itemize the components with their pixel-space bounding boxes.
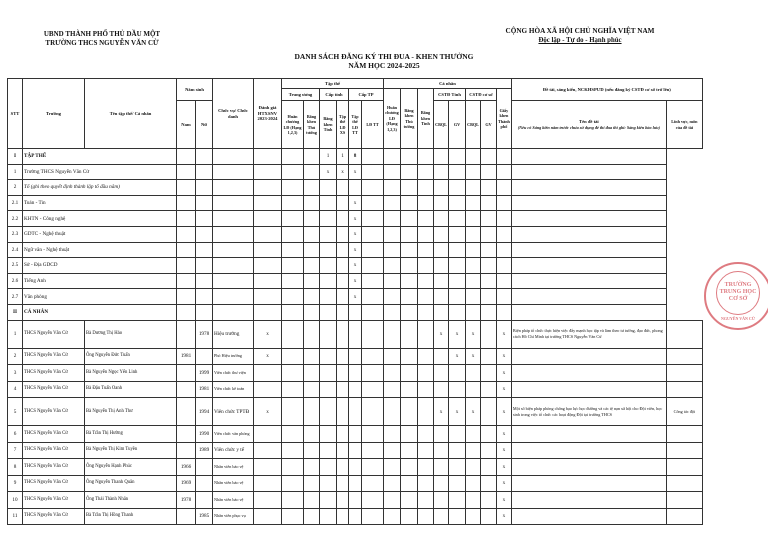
row-name: Trường THCS Nguyễn Văn Cừ xyxy=(23,164,177,180)
cell: 3 xyxy=(8,365,23,382)
cell xyxy=(254,442,282,459)
cell: x xyxy=(497,398,512,426)
cell: Viên chức văn phòng xyxy=(213,426,254,443)
cell: Bà Nguyễn Ngọc Yến Linh xyxy=(85,365,177,382)
cell: Một số biện pháp phòng chống bạo lực học đường và các tệ nạn xã hội cho Đội viên, học sinh trong việc tổ chức các hoạt động Đội tại trường THCS xyxy=(511,398,666,426)
cell xyxy=(666,442,702,459)
cell xyxy=(466,365,481,382)
section-tapthe-row xyxy=(8,149,703,165)
cell: THCS Nguyễn Văn Cừ xyxy=(23,398,85,426)
cell xyxy=(177,365,196,382)
seal-text: TRUNG HỌC xyxy=(719,289,757,295)
group-row xyxy=(8,258,703,274)
col-truong: Trường xyxy=(23,79,85,149)
cell xyxy=(511,459,666,476)
col-bktt-cn: Bằng khen Thủ tướng xyxy=(401,89,418,149)
row-stt: 2.5 xyxy=(8,258,23,274)
row-name: KHTN - Công nghệ xyxy=(23,211,177,227)
row-stt: 2.4 xyxy=(8,242,23,258)
cell: x xyxy=(449,348,466,365)
cell: Ông Nguyễn Hạnh Phúc xyxy=(85,459,177,476)
col-captp: Cấp TP xyxy=(349,89,384,101)
mark: x xyxy=(337,164,349,180)
col-gv-c: GV xyxy=(481,101,497,149)
cell: 1 xyxy=(8,320,23,348)
col-trunguong: Trung ương xyxy=(282,89,320,101)
cell: x xyxy=(449,398,466,426)
col-huanchuong-cn: Huân chương LĐ (Hạng 1,2,3) xyxy=(384,89,401,149)
cell: 5 xyxy=(8,398,23,426)
cell: x xyxy=(497,508,512,525)
agency-line2: TRƯỜNG THCS NGUYỄN VĂN CỪ xyxy=(45,39,159,47)
cell xyxy=(177,398,196,426)
col-cstdcoso: CSTĐ cơ sở xyxy=(466,89,497,101)
title-line1: DANH SÁCH ĐĂNG KÝ THI ĐUA - KHEN THƯỞNG xyxy=(294,52,474,61)
cell: 1981 xyxy=(196,381,213,398)
cell xyxy=(666,492,702,509)
count-c: 8 xyxy=(349,149,362,165)
seal-text: CƠ SỞ xyxy=(728,296,748,302)
document-title xyxy=(0,52,768,70)
cell: x xyxy=(497,459,512,476)
row-name: Toán - Tin xyxy=(23,195,177,211)
cell: 6 xyxy=(8,426,23,443)
cell: Phó Hiệu trưởng xyxy=(213,348,254,365)
col-bkt: Bằng khen Tỉnh xyxy=(320,101,337,149)
col-tendetai-label: Tên đề tài xyxy=(579,119,599,125)
cell: Bà Dương Thị Hảo xyxy=(85,320,177,348)
national-header xyxy=(480,27,680,45)
row-stt: 2.3 xyxy=(8,226,23,242)
cell xyxy=(434,426,449,443)
cell xyxy=(511,426,666,443)
mark: x xyxy=(349,242,362,258)
cell: x xyxy=(497,320,512,348)
person-row xyxy=(8,459,703,476)
section-label: TẬP THỂ xyxy=(23,149,177,165)
cell xyxy=(449,492,466,509)
cell xyxy=(196,475,213,492)
person-row xyxy=(8,508,703,525)
cell xyxy=(666,365,702,382)
cell xyxy=(449,426,466,443)
cell xyxy=(434,381,449,398)
cell: x xyxy=(497,348,512,365)
cell: THCS Nguyễn Văn Cừ xyxy=(23,381,85,398)
cell xyxy=(177,381,196,398)
row-name: Văn phòng xyxy=(23,289,177,305)
person-row xyxy=(8,492,703,509)
cell: THCS Nguyễn Văn Cừ xyxy=(23,348,85,365)
cell xyxy=(434,459,449,476)
cell xyxy=(511,365,666,382)
cell: Nhân viên bảo vệ xyxy=(213,459,254,476)
row-name: Tiếng Anh xyxy=(23,273,177,289)
cell: Viên chức y tế xyxy=(213,442,254,459)
col-ten: Tên tập thể/ Cá nhân xyxy=(85,79,177,149)
person-row xyxy=(8,381,703,398)
cell: 11 xyxy=(8,508,23,525)
cell: Ông Thái Thành Nhân xyxy=(85,492,177,509)
cell: Ông Nguyễn Đức Tuấn xyxy=(85,348,177,365)
cell xyxy=(177,442,196,459)
cell xyxy=(449,459,466,476)
person-row xyxy=(8,365,703,382)
col-namsinh: Năm sinh xyxy=(177,79,213,101)
cell xyxy=(177,320,196,348)
agency-line1: UBND THÀNH PHỐ THỦ DẦU MỘT xyxy=(43,30,161,38)
cell: Bà Đậu Tuấn Oanh xyxy=(85,381,177,398)
col-tendetai-note: (Nếu có Sáng kiến năm trước chưa sử dụng để thi đua thì ghi: Sáng kiến bảo lưu) xyxy=(517,124,660,130)
row-name: Tổ (ghi theo quyết định thành lập tổ đầu năm) xyxy=(23,180,177,196)
cell: x xyxy=(497,442,512,459)
col-detai: Đề tài, sáng kiến, NCKHSPƯD (nếu đăng ký CSTĐ cơ sở trở lên) xyxy=(511,79,702,101)
col-bktt: Bằng khen Thủ tướng xyxy=(304,101,320,149)
cell xyxy=(511,381,666,398)
mark: x xyxy=(320,164,337,180)
cell: 1978 xyxy=(177,492,196,509)
cell xyxy=(434,492,449,509)
persons-body xyxy=(8,320,703,525)
cell xyxy=(449,508,466,525)
col-tapxs: Tập thể LĐ XS xyxy=(337,101,349,149)
cell xyxy=(666,381,702,398)
cell: 1990 xyxy=(196,426,213,443)
cell xyxy=(449,475,466,492)
cell: Ông Nguyễn Thanh Quân xyxy=(85,475,177,492)
row-name: Ngữ văn - Nghệ thuật xyxy=(23,242,177,258)
cell xyxy=(666,508,702,525)
person-row xyxy=(8,475,703,492)
col-huanchuong: Huân chương LĐ (Hạng 1,2,3) xyxy=(282,101,304,149)
award-table xyxy=(7,78,703,525)
cell: 1994 xyxy=(196,398,213,426)
cell: THCS Nguyễn Văn Cừ xyxy=(23,320,85,348)
col-linhvuc: Lĩnh vực, môn của đề tài xyxy=(666,101,702,149)
cell: Viên chức kế toán xyxy=(213,381,254,398)
col-nu: Nữ xyxy=(196,101,213,149)
mark: x xyxy=(349,164,362,180)
row-stt: 1 xyxy=(8,164,23,180)
cell: 2 xyxy=(8,348,23,365)
cell: THCS Nguyễn Văn Cừ xyxy=(23,442,85,459)
table-row xyxy=(8,180,703,196)
section-label: CÁ NHÂN xyxy=(23,304,177,320)
mark: x xyxy=(349,273,362,289)
cell: x xyxy=(466,398,481,426)
col-cstdtinh: CSTĐ Tỉnh xyxy=(434,89,466,101)
person-row xyxy=(8,348,703,365)
cell xyxy=(466,426,481,443)
cell: x xyxy=(254,398,282,426)
cell: x xyxy=(497,492,512,509)
cell xyxy=(254,459,282,476)
cell xyxy=(434,508,449,525)
person-row xyxy=(8,442,703,459)
cell xyxy=(466,475,481,492)
cell: THCS Nguyễn Văn Cừ xyxy=(23,426,85,443)
cell: Bà Trần Thị Hồng Thanh xyxy=(85,508,177,525)
cell: 8 xyxy=(8,459,23,476)
cell: x xyxy=(254,348,282,365)
seal-text: NGUYỄN VĂN CỪ xyxy=(721,315,755,321)
cell xyxy=(254,365,282,382)
cell: Hiệu trưởng xyxy=(213,320,254,348)
person-row xyxy=(8,426,703,443)
col-taphe: Tập thể xyxy=(282,79,384,89)
group-row xyxy=(8,289,703,305)
cell: 1985 xyxy=(196,508,213,525)
row-name: GDTC - Nghệ thuật xyxy=(23,226,177,242)
cell xyxy=(196,348,213,365)
cell xyxy=(666,320,702,348)
cell xyxy=(449,381,466,398)
cell: Nhân viên bảo vệ xyxy=(213,492,254,509)
cell xyxy=(449,365,466,382)
row-stt: 2.1 xyxy=(8,195,23,211)
row-name: Sử - Địa GDCD xyxy=(23,258,177,274)
seal-inner xyxy=(716,271,760,315)
cell: x xyxy=(466,348,481,365)
cell: x xyxy=(449,320,466,348)
col-danhgia: Đánh giá HTXSNV 2023-2024 xyxy=(254,79,282,149)
cell xyxy=(666,426,702,443)
cell: Nhân viên phục vụ xyxy=(213,508,254,525)
agency-header xyxy=(42,30,162,48)
cell: 7 xyxy=(8,442,23,459)
cell: 1966 xyxy=(177,459,196,476)
mark: x xyxy=(349,226,362,242)
section-stt: I xyxy=(8,149,23,165)
cell: 1981 xyxy=(177,348,196,365)
cell: x xyxy=(497,426,512,443)
cell: x xyxy=(466,320,481,348)
cell xyxy=(254,426,282,443)
cell: 1989 xyxy=(196,442,213,459)
section-canhan-row xyxy=(8,304,703,320)
cell xyxy=(466,442,481,459)
group-row xyxy=(8,195,703,211)
group-row xyxy=(8,211,703,227)
national-motto: Độc lập - Tự do - Hạnh phúc xyxy=(538,37,622,44)
table-row xyxy=(8,164,703,180)
cell xyxy=(434,475,449,492)
col-giaykhen: Giấy khen Thành phố xyxy=(497,89,512,149)
cell: 9 xyxy=(8,475,23,492)
mark: x xyxy=(349,289,362,305)
cell: 1969 xyxy=(177,475,196,492)
cell xyxy=(254,475,282,492)
cell xyxy=(466,508,481,525)
count-b: 1 xyxy=(337,149,349,165)
col-bkt-cn: Bằng khen Tỉnh xyxy=(418,89,434,149)
title-line2: NĂM HỌC 2024-2025 xyxy=(348,61,420,70)
cell xyxy=(434,348,449,365)
mark: x xyxy=(349,211,362,227)
cell xyxy=(511,442,666,459)
cell xyxy=(511,508,666,525)
mark: x xyxy=(349,195,362,211)
mark: x xyxy=(349,258,362,274)
col-canhan: Cá nhân xyxy=(384,79,512,89)
person-row xyxy=(8,320,703,348)
cell xyxy=(177,426,196,443)
cell xyxy=(466,492,481,509)
col-stt: STT xyxy=(8,79,23,149)
row-stt: 2 xyxy=(8,180,23,196)
person-row xyxy=(8,398,703,426)
group-row xyxy=(8,273,703,289)
col-cboql-t: CBQL xyxy=(434,101,449,149)
cell xyxy=(196,492,213,509)
cell xyxy=(254,492,282,509)
group-row xyxy=(8,226,703,242)
cell: THCS Nguyễn Văn Cừ xyxy=(23,492,85,509)
cell xyxy=(177,508,196,525)
cell: x xyxy=(434,320,449,348)
cell: THCS Nguyễn Văn Cừ xyxy=(23,459,85,476)
cell xyxy=(666,348,702,365)
cell: THCS Nguyễn Văn Cừ xyxy=(23,365,85,382)
cell: 1999 xyxy=(196,365,213,382)
cell: Viên chức TPTĐ xyxy=(213,398,254,426)
col-chucvu: Chức vụ/ Chức danh xyxy=(213,79,254,149)
cell: Công tác đội xyxy=(666,398,702,426)
cell: Nhân viên bảo vệ xyxy=(213,475,254,492)
cell xyxy=(666,475,702,492)
cell: 1978 xyxy=(196,320,213,348)
col-cboql-c: CBQL xyxy=(466,101,481,149)
national-line1: CỘNG HÒA XÃ HỘI CHỦ NGHĨA VIỆT NAM xyxy=(505,27,655,35)
school-seal xyxy=(704,262,768,330)
section-stt: II xyxy=(8,304,23,320)
group-row xyxy=(8,242,703,258)
cell xyxy=(434,442,449,459)
col-gv-t: GV xyxy=(449,101,466,149)
cell: 4 xyxy=(8,381,23,398)
cell: Bà Nguyễn Thị Anh Thư xyxy=(85,398,177,426)
cell: THCS Nguyễn Văn Cừ xyxy=(23,475,85,492)
cell: Viên chức thư viện xyxy=(213,365,254,382)
cell xyxy=(434,365,449,382)
cell: x xyxy=(254,320,282,348)
col-captinh: Cấp tỉnh xyxy=(320,89,349,101)
row-stt: 2.7 xyxy=(8,289,23,305)
col-ldtt-tt: LĐ TT xyxy=(362,101,384,149)
cell: x xyxy=(497,365,512,382)
cell: Biện pháp tổ chức thực hiện việc đẩy mạnh học tập và làm theo tư tưởng, đạo đức, phong cách Hồ Chí Minh tại trường THCS Nguyễn Văn Cừ xyxy=(511,320,666,348)
col-tendetai xyxy=(511,101,666,149)
cell: THCS Nguyễn Văn Cừ xyxy=(23,508,85,525)
cell: 10 xyxy=(8,492,23,509)
cell xyxy=(466,381,481,398)
cell xyxy=(449,442,466,459)
cell xyxy=(511,492,666,509)
cell: x xyxy=(434,398,449,426)
seal-text: TRƯỜNG xyxy=(724,282,752,288)
col-taptt: Tập thể LĐ TT xyxy=(349,101,362,149)
cell xyxy=(254,381,282,398)
row-stt: 2.6 xyxy=(8,273,23,289)
cell: Bà Nguyễn Thị Kim Tuyền xyxy=(85,442,177,459)
row-stt: 2.2 xyxy=(8,211,23,227)
col-nam: Nam xyxy=(177,101,196,149)
cell xyxy=(466,459,481,476)
cell: Bà Trần Thị Hường xyxy=(85,426,177,443)
cell xyxy=(511,475,666,492)
cell: x xyxy=(497,475,512,492)
count-a: 1 xyxy=(320,149,337,165)
cell xyxy=(254,508,282,525)
cell: x xyxy=(497,381,512,398)
cell xyxy=(511,348,666,365)
cell xyxy=(666,459,702,476)
cell xyxy=(196,459,213,476)
